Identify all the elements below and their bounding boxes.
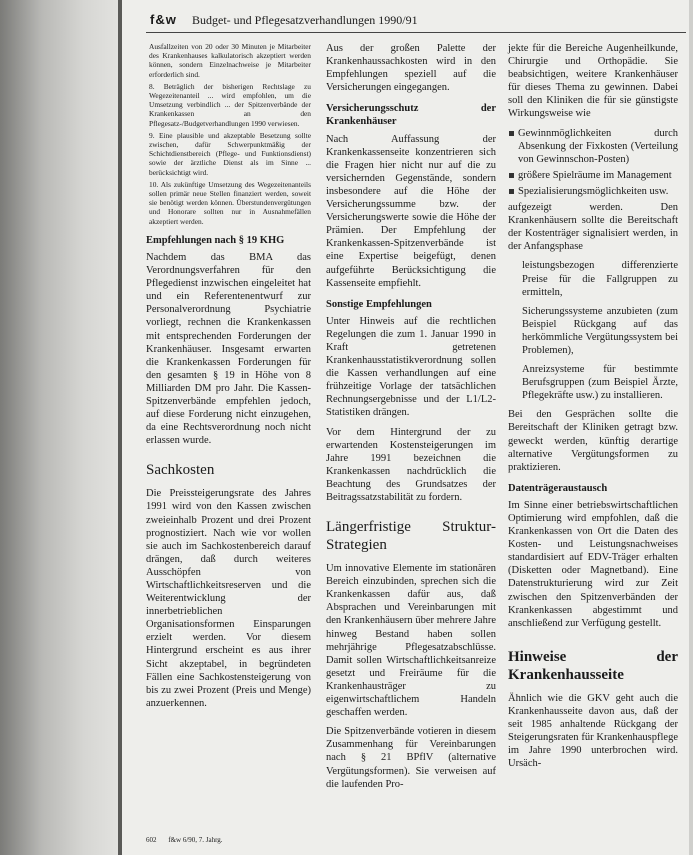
journal-logo: f&w [150,12,177,27]
column-1 [146,42,311,716]
bullet-square-icon [509,189,514,194]
paragraph: Die Preissteigerungsrate des Jahres 1991 wird von den Kassen zwischen zweieinhalb Prozent und drei Prozent prognostiziert. Nach wie vor wollen sie auch im Sachkostenbereich darauf drängen, daß durch weiteres Ausschöpfen von Wirtschaftlichkeitsreserven und die Weiterentwicklung der innerbetrieblichen Organisationsformen Einsparungen erzielt werden. Vor diesem Hintergrund erscheint es aus ihrer Sicht akzeptabel, in begründeten Fällen eine Sachkostensteigerung von bis zu zwei Prozent (Preis und Menge) anzuerkennen. [146,488,311,709]
paragraph: Im Sinne einer betriebswirtschaftlichen Optimierung wird empfohlen, daß die Krankenkassen von Ort die Daten des Kosten- und Leistungsnachweises standardisiert auf EDV-Träger erhalten (Disketten oder Magnetband). Eine Datenstrukturierung wird zur Zeit zwischen den Spitzenverbänden der Krankenkassen abgestimmt und anschließend zur Verfügung gestellt. [508,499,678,629]
bullet-item [508,185,678,198]
book-spine-shadow [0,0,120,855]
section-heading: Hinweise der Krankenhausseite [508,648,678,683]
paragraph: Nach Auffassung der Krankenkassenseite konzentrieren sich die Fragen hier nicht nur auf die zu versichernden Gegenstände, sondern insbesondere auf die Höhe der Versicherungssumme bzw. der Versicherungswerte sowie die Höhe der Prämien. Der Empfehlung der Krankenkassen-Spitzenverbände ist eine Expertise beigefügt, denen aufgeführte Berücksichtigung die Kassenseite empfiehlt. [326,133,496,289]
paragraph: Aus der großen Palette der Krankenhaussachkosten wird in den Empfehlungen speziell auf die Versicherungen eingegangen. [326,43,496,94]
section-heading: Sachkosten [146,462,215,479]
paragraph: Bei den Gesprächen sollte die Bereitschaft der Kliniken getragt bzw. geweckt werden, künftig derartige alternative Vergütungsformen zu praktizieren. [508,409,678,473]
column-2 [326,42,496,797]
page-footer [146,836,233,844]
bullet-text: größere Spielräume im Management [518,169,672,181]
bullet-square-icon [509,131,514,136]
running-header-title: Budget- und Pflegesatzverhandlungen 1990/91 [192,13,418,27]
paragraph: aufgezeigt werden. Den Krankenhäusern sollte die Bereitschaft der Kostenträger signalisiert werden, in der Anfangsphase [508,202,678,253]
bullet-text: Gewinnmöglichkeiten durch Absenkung der Fixkosten (Verteilung von Gewinnschon-Posten) [518,127,678,165]
note: Ausfallzeiten von 20 oder 30 Minuten je Mitarbeiter des Krankenhauses kalkulatorisch akzeptiert werden können, sondern Einzelnachweise je Mitarbeiter erforderlich sind. [149,42,311,79]
page-number: 602 [146,836,157,844]
paragraph: Ähnlich wie die GKV geht auch die Krankenhausseite davon aus, daß der seit 1985 anhaltende Rückgang der Steigerungsraten für Krankenhauspflege im Jahre 1990 unterbrochen wird. Ursäch- [508,692,678,770]
bullet-square-icon [509,173,514,178]
column-3 [508,42,678,776]
sub-list [508,259,678,402]
header-rule [146,32,686,33]
paragraph: Unter Hinweis auf die rechtlichen Regelungen die zum 1. Januar 1990 in Kraft getretenen Krankenhausstatistikverordnung sollen die Kassen verhandlungen auf eine frühzeitige Vorlage der tatsächlichen Rechnungsergebnisse und der L1/L2-Statistiken drängen. [326,315,496,419]
paragraph: Nachdem das BMA das Verordnungsverfahren für den Pflegedienst inzwischen eingeleitet hat und ein Referentenentwurf zur Personalverordnung Psychiatrie vorliegt, rechnen die Krankenkassen mit entsprechenden Forderungen der Krankenhäuser. Insgesamt erwarten die Krankenkassen Forderungen für den gesamten § 19 in Höhe von 8 Milliarden DM pro Jahr. Die Kassen-Spitzenverbände empfehlen jedoch, auf diese Forderung nicht einzugehen, da eine Rechtsverordnung noch nicht erlassen wurde. [146,251,311,447]
note: 8. Beträglich der bisherigen Rechtslage zu Wegezeitenanteil ... wird empfohlen, um die Umsetzung verbindlich ... der Spitzenverbände der Krankenkassen an den Pflegesatz-/Budgetverhandlungen 1990 verwiesen. [149,81,311,128]
sub-list-item: leistungsbezogen differenzierte Preise für die Fallgruppen zu ermitteln, [522,260,678,298]
section-heading: Sonstige Empfehlungen [326,298,432,310]
paragraph: jekte für die Bereiche Augenheilkunde, Chirurgie und Orthopädie. Sie beabsichtigen, weitere Krankenhäuser für dieses Thema zu gewinnen. Dabei soll den Kliniken die für sie günstigste Wirkungsweise wie [508,43,678,120]
sub-list-item: Sicherungssysteme anzubieten (zum Beispiel Rückgang auf das herkömmliche Vergütungssystem bei Problemen), [522,305,678,356]
paragraph: Um innovative Elemente im stationären Bereich einzubinden, sprechen sich die Krankenkassen dafür aus, daß Absprachen und Vereinbarungen mit den Krankenhäusern über mehrere Jahre hinweg Bestand haben sollen mehrjährige Pflegesatzabschlüsse. Damit sollen Wirtschaftlichkeitsanreize gesetzt und Freiräume für die Krankenhausträger zu eigenwirtschaftlichem Handeln geschaffen werden. [326,563,496,719]
section-heading: Versicherungsschutz der Krankenhäuser [326,103,496,128]
note: 10. Als zukünftige Umsetzung des Wegezeitenanteils sollen primär neue Stellen finanziert werden, soweit sie benötigt werden können. Überstundenvergütungen und Honorare sollten nur in Ausnahmefällen akzeptiert werden. [149,179,311,226]
bullet-item [508,169,678,182]
sub-list-item: Anreizsysteme für bestimmte Berufsgruppen (zum Beispiel Ärzte, Pflegekräfte usw.) zu installieren. [522,364,678,402]
paragraph: Die Spitzenverbände votieren in diesem Zusammenhang für Vereinbarungen nach § 21 BPflV (alternative Vergütungsformen). Sie verweisen auf die laufenden Pro- [326,726,496,790]
paragraph: Vor dem Hintergrund der zu erwartenden Kostensteigerungen im Jahre 1991 bezeichnen die Krankenkassen nachdrücklich die Beachtung des Grundsatzes der Beitragssatzstabilität zu fordern. [326,426,496,503]
section-heading: Empfehlungen nach § 19 KHG [146,234,285,246]
bullet-text: Spezialisierungsmöglichkeiten usw. [518,185,669,197]
note: 9. Eine plausible und akzeptable Besetzung sollte zwischen, dafür Schwerpunktmäßig der Schichtdienstbereich (Pflege- und Funktionsdienst) sowie der ärztliche Dienst als im Sinne ... berücksichtigt wird. [149,130,311,177]
page-edge [689,0,693,855]
bullet-item [508,127,678,166]
section-heading: Datenträgeraustausch [508,482,608,494]
issue-info: f&w 6/90, 7. Jahrg. [168,836,223,844]
section-heading: Längerfristige Struktur-Strategien [326,519,496,554]
numbered-notes [146,42,311,226]
